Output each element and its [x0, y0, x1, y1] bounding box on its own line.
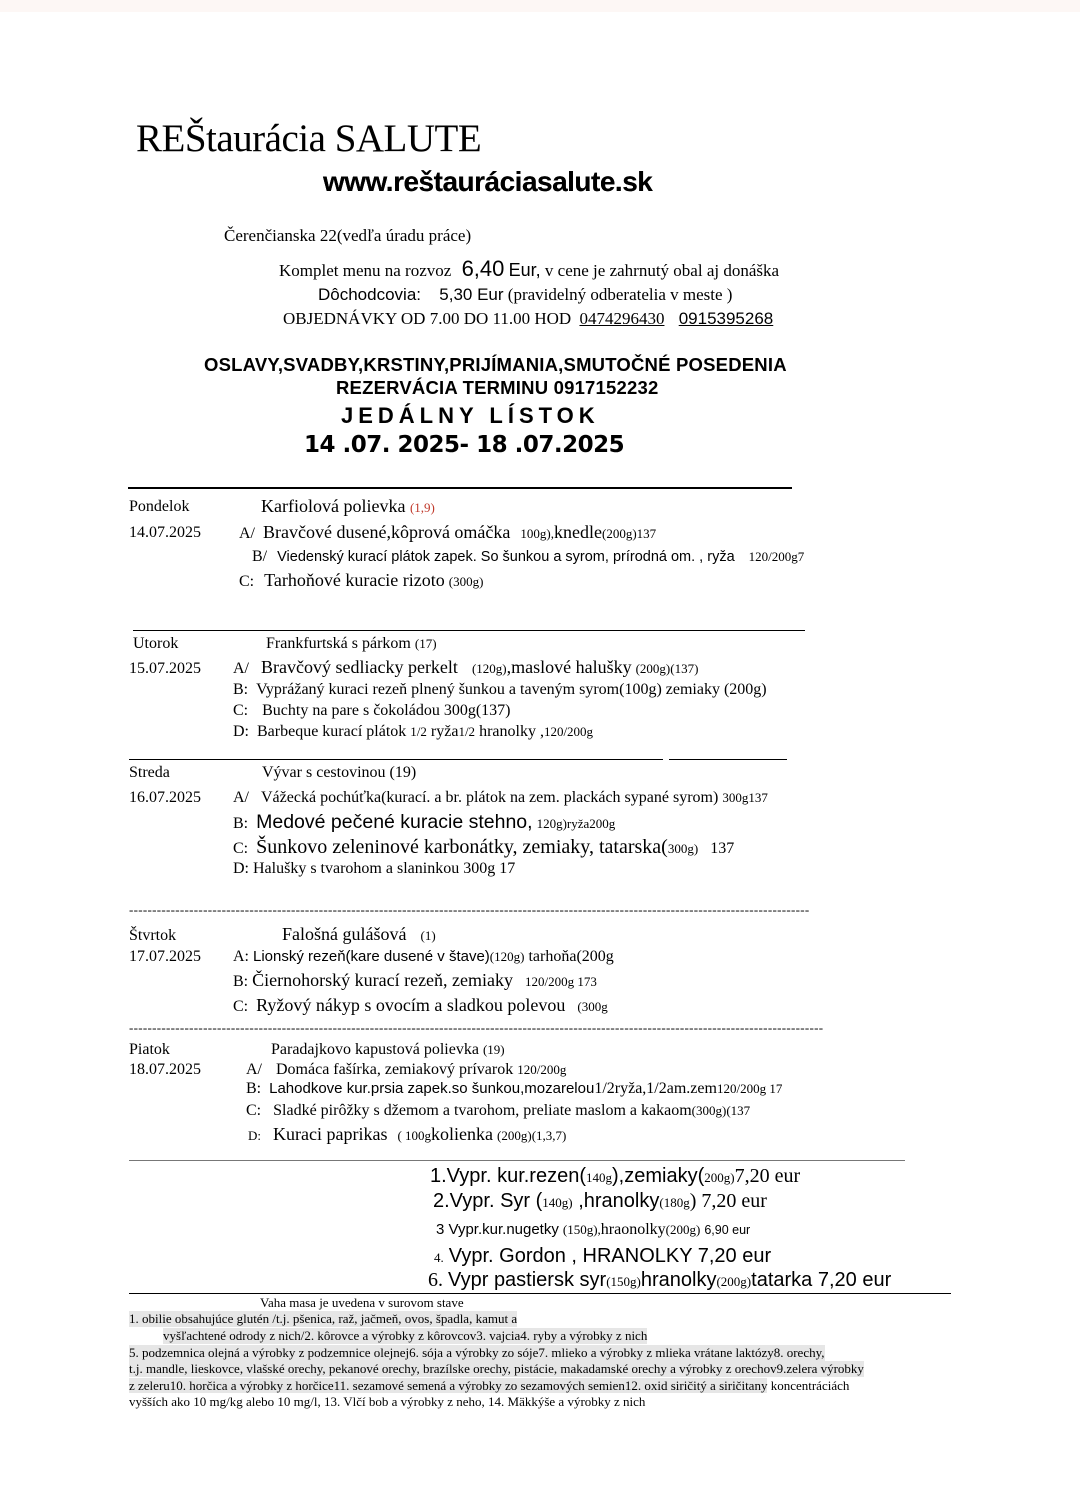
wednesday-soup: Vývar s cestovinou (19)	[262, 764, 417, 781]
wednesday-b-main: Medové pečené kuracie stehno,	[256, 811, 533, 833]
tuesday-a-w2: (200g)(137)	[635, 661, 699, 676]
friday-d-w: ( 100g	[397, 1128, 432, 1143]
friday-c-label: C:	[246, 1102, 262, 1119]
allergen-line-5	[129, 1378, 849, 1394]
fried-item-2	[433, 1190, 767, 1213]
tuesday-divider-b	[669, 759, 787, 760]
fried-2-c: ) 7,20 eur	[689, 1190, 767, 1212]
wednesday-dish-a	[233, 789, 768, 807]
wednesday-a-label: A/	[233, 789, 249, 806]
tuesday-divider-a	[129, 759, 663, 760]
tuesday-dish-b	[233, 681, 767, 699]
tuesday-soup-name: Frankfurtská s párkom	[266, 635, 411, 652]
friday-dish-b	[246, 1080, 782, 1098]
thursday-soup-allergens: (1)	[420, 928, 436, 943]
fried-3-w2: (200g)	[665, 1222, 701, 1237]
allergen-line-2: vyšľachtené odrody z nich/2. kôrovce a výrobky z kôrovcov3. vajcia4. ryby a výrobky z nich	[163, 1328, 648, 1343]
monday-b-label: B/	[252, 548, 268, 565]
seniors-price: 5,30 Eur	[439, 285, 504, 304]
tuesday-d-w1: 1/2	[410, 724, 427, 739]
fried-5-b: hranolky	[640, 1269, 717, 1291]
tuesday-dish-a	[233, 657, 698, 678]
fried-2-b: ,hranolky	[572, 1190, 660, 1212]
friday-b-main: Lahodkove kur.prsia zapek.so šunkou,mozarelou	[269, 1080, 595, 1097]
friday-dish-a	[246, 1061, 566, 1079]
tuesday-soup	[266, 635, 437, 653]
wednesday-name: Streda	[129, 764, 170, 781]
wednesday-dish-b	[233, 811, 615, 834]
monday-divider	[133, 630, 805, 631]
fried-item-3	[436, 1221, 750, 1239]
monday-c-w: (300g)	[448, 574, 484, 589]
phone-1[interactable]: 0474296430	[579, 309, 665, 328]
monday-a-main: Bravčové dusené,kôprová omáčka	[263, 522, 511, 542]
tuesday-d-mid: ryža	[430, 723, 459, 740]
tuesday-d-w2: 1/2	[458, 724, 476, 739]
tuesday-name: Utorok	[133, 635, 179, 652]
brand-prefix: REŠtaurácia	[136, 117, 326, 160]
seniors-note: (pravidelný odberatelia v meste )	[507, 285, 733, 304]
monday-a-label: A/	[239, 525, 255, 542]
price-line	[279, 256, 779, 282]
fried-1-b: ),zemiaky(	[612, 1165, 705, 1187]
monday-date: 14.07.2025	[129, 524, 201, 541]
friday-d-side: kolienka	[431, 1124, 494, 1144]
fried-1-a: 1.Vypr. kur.rezen(	[430, 1165, 586, 1187]
friday-soup-allergens: (19)	[482, 1042, 505, 1057]
fried-5-w1: (150g)	[606, 1274, 641, 1289]
tuesday-c-label: C:	[233, 702, 249, 719]
thursday-a-main: Lionský rezeň(kare dusené v štave)	[253, 948, 490, 965]
friday-d-w2: (200g)(1,3,7)	[497, 1128, 567, 1143]
thursday-dish-b	[233, 970, 597, 991]
fries-divider	[129, 1293, 951, 1294]
fried-4-num: 4.	[434, 1250, 444, 1265]
orders-line	[283, 309, 773, 329]
fried-1-w1: 140g	[586, 1170, 612, 1185]
allergen-line-5b: koncentráciách	[767, 1378, 850, 1393]
wednesday-a-w: 300g137	[722, 790, 768, 805]
brand-salute: SALUTE	[334, 117, 482, 160]
top-strip	[0, 0, 1080, 12]
thursday-a-side: tarhoňa(200g	[528, 948, 614, 965]
friday-d-main: Kuraci paprikas	[273, 1124, 388, 1144]
fried-item-5	[428, 1269, 891, 1292]
tuesday-a-w1: (120g)	[471, 661, 507, 676]
thursday-name: Štvrtok	[129, 927, 177, 944]
brand-name	[136, 116, 481, 161]
fried-5-c: tatarka 7,20 eur	[751, 1269, 892, 1291]
menu-title: JEDÁLNY LÍSTOK	[341, 403, 600, 428]
fried-1-c: 7,20 eur	[734, 1165, 801, 1187]
friday-b-w: 120/200g 17	[716, 1081, 783, 1096]
monday-name: Pondelok	[129, 498, 190, 515]
fried-2-a: 2.Vypr. Syr (	[433, 1190, 543, 1212]
monday-c-label: C:	[239, 573, 255, 590]
friday-soup	[271, 1041, 505, 1059]
thursday-c-label: C:	[233, 998, 249, 1015]
allergen-line-4: t.j. mandle, lieskovce, vlašské orechy, pekanové orechy, brazílske orechy, pistácie, makadamské orechy a výrobky z orechov9.zelera výrobky	[129, 1361, 864, 1376]
allergen-line-1: 1. obilie obsahujúce glutén /t.j. pšenica, raž, jačmeň, ovos, špadla, kamut a	[129, 1311, 518, 1326]
phone-2[interactable]: 0915395268	[678, 309, 774, 328]
orders-text: OBJEDNÁVKY OD 7.00 DO 11.00 HOD	[283, 309, 572, 328]
price-value: 6,40	[461, 256, 505, 281]
wednesday-divider: ---------------------------------------------------------------------------------------------------------------------------------------------------	[129, 902, 810, 917]
fried-3-b: hraonolky	[600, 1221, 666, 1238]
tuesday-date: 15.07.2025	[129, 660, 201, 677]
wednesday-b-label: B:	[233, 815, 249, 832]
friday-date: 18.07.2025	[129, 1061, 201, 1078]
friday-soup-name: Paradajkovo kapustová polievka	[271, 1041, 479, 1058]
tuesday-c-main: Buchty na pare s čokoládou 300g(137)	[262, 702, 511, 719]
seniors-line	[318, 285, 732, 305]
friday-name: Piatok	[129, 1041, 170, 1058]
monday-dish-c	[239, 570, 483, 591]
price-prefix: Komplet menu na rozvoz	[279, 261, 452, 280]
friday-dish-c	[246, 1102, 750, 1120]
allergen-line-3: 5. podzemnica olejná a výrobky z podzemnice olejnej6. sója a výrobky zo sóje7. mlieko a výrobky z mlieka vrátane laktózy8. orechy,	[129, 1345, 825, 1360]
wednesday-dish-c	[233, 836, 734, 859]
thursday-soup-name: Falošná gulášová	[282, 924, 407, 944]
wednesday-date: 16.07.2025	[129, 789, 201, 806]
monday-b-main: Viedenský kurací plátok zapek. So šunkou a syrom, prírodná om. , ryža	[277, 549, 735, 565]
tuesday-b-main: Vyprážaný kuraci rezeň plnený šunkou a taveným syrom(100g) zemiaky (200g)	[256, 681, 767, 698]
fried-3-a: 3 Vypr.kur.nugetky	[436, 1221, 559, 1238]
fried-2-w1: 140g)	[542, 1195, 573, 1210]
friday-b-mid: 1/2ryža,1/2am.zem	[594, 1080, 717, 1097]
date-range: 14 .07. 2025- 18 .07.2025	[304, 432, 625, 458]
monday-soup	[261, 496, 435, 517]
monday-a-w1: 100g),	[520, 526, 554, 541]
friday-a-w: 120/200g	[517, 1062, 567, 1077]
events-line: OSLAVY,SVADBY,KRSTINY,PRIJÍMANIA,SMUTOČNÉ POSEDENIA	[204, 354, 787, 375]
thursday-b-w: 120/200g 173	[525, 974, 597, 989]
weight-note: Vaha masa je uvedena v surovom stave	[260, 1295, 464, 1310]
reservation-line: REZERVÁCIA TERMINU 0917152232	[336, 377, 659, 398]
friday-a-label: A/	[246, 1061, 262, 1078]
price-currency: Eur,	[508, 260, 541, 280]
wednesday-dish-d: D: Halušky s tvarohom a slaninkou 300g 17	[233, 860, 516, 877]
monday-dish-b	[252, 548, 804, 566]
price-suffix: v cene je zahrnutý obal aj donáška	[544, 261, 780, 280]
fried-5-a: Vypr pastiersk syr	[448, 1269, 607, 1291]
tuesday-a-label: A/	[233, 660, 249, 677]
seniors-label: Dôchodcovia:	[318, 285, 422, 304]
allergen-line-6: vyšších ako 10 mg/kg alebo 10 mg/l, 13. Vlčí bob a výrobky z neho, 14. Mäkkýše a výrobky z nich	[129, 1394, 646, 1409]
monday-soup-allergens: (1,9)	[409, 500, 435, 515]
friday-d-label: D:	[248, 1128, 261, 1143]
wednesday-c-w: 300g)	[667, 841, 699, 856]
allergen-line-5a: z zeleru10. horčica a výrobky z horčice11. sezamové semená a výrobky zo sezamových semien12. oxid siričitý a siričitany	[129, 1378, 768, 1393]
tuesday-d-main: Barbeque kurací plátok	[257, 723, 407, 740]
thursday-soup	[282, 924, 436, 945]
fried-3-c: 6,90 eur	[704, 1223, 751, 1237]
thursday-c-w: (300g	[577, 999, 608, 1014]
wednesday-b-w: 120g)ryža200g	[536, 816, 616, 831]
thursday-divider: ------------------------------------------------------------------------------------------------------------------------------------------------------	[129, 1020, 824, 1035]
thursday-a-w: (120g)	[489, 949, 525, 964]
thursday-b-label: B:	[233, 973, 249, 990]
thursday-date: 17.07.2025	[129, 948, 201, 965]
fried-2-w2: (180g	[659, 1195, 690, 1210]
tuesday-a-side: ,maslové halušky	[506, 657, 632, 677]
friday-dish-d	[248, 1124, 566, 1145]
monday-c-main: Tarhoňové kuracie rizoto	[264, 570, 445, 590]
friday-divider	[129, 1160, 905, 1161]
wednesday-c-tail: 137	[710, 840, 735, 857]
wednesday-c-label: C:	[233, 840, 249, 857]
fried-item-1	[430, 1165, 800, 1188]
fried-item-4	[434, 1245, 771, 1268]
fried-5-num: 6.	[428, 1269, 443, 1291]
tuesday-a-main: Bravčový sedliacky perkelt	[261, 657, 458, 677]
monday-b-w: 120/200g7	[748, 549, 805, 564]
friday-a-main: Domáca fašírka, zemiakový prívarok	[276, 1061, 514, 1078]
wednesday-c-main: Šunkovo zeleninové karbonátky, zemiaky, tatarska(	[256, 836, 668, 858]
friday-b-label: B:	[246, 1080, 262, 1097]
monday-a-side: knedle	[554, 522, 602, 542]
monday-a-w2: (200g)137	[601, 526, 657, 541]
wednesday-a-main: Vážecká pochúťka(kurací. a br. plátok na zem. plackách sypané syrom)	[261, 789, 719, 806]
fried-3-w1: (150g),	[562, 1222, 601, 1237]
tuesday-dish-d	[233, 723, 593, 741]
thursday-a-label: A:	[233, 948, 249, 965]
friday-c-w: (300g)(137	[691, 1103, 751, 1118]
fried-5-w2: (200g)	[716, 1274, 752, 1289]
tuesday-b-label: B:	[233, 681, 249, 698]
thursday-dish-a	[233, 948, 614, 966]
monday-soup-name: Karfiolová polievka	[261, 496, 406, 516]
fried-4-a: Vypr. Gordon , HRANOLKY 7,20 eur	[448, 1245, 772, 1267]
tuesday-d-w3: 120/200g	[543, 724, 594, 739]
thursday-b-main: Čiernohorský kurací rezeň, zemiaky	[252, 970, 514, 990]
header-divider	[128, 487, 792, 489]
tuesday-dish-c	[233, 702, 511, 720]
tuesday-d-label: D:	[233, 723, 249, 740]
website[interactable]: www.reštauráciasalute.sk	[323, 166, 653, 197]
thursday-c-main: Ryžový nákyp s ovocím a sladkou polevou	[256, 995, 566, 1015]
fried-1-w2: 200g)	[704, 1170, 735, 1185]
friday-c-main: Sladké pirôžky s džemom a tvarohom, preliate maslom a kakaom	[273, 1102, 692, 1119]
tuesday-soup-allergens: (17)	[414, 636, 437, 651]
monday-dish-a	[239, 522, 656, 543]
address: Čerenčianska 22(vedľa úradu práce)	[224, 226, 472, 245]
thursday-dish-c	[233, 995, 608, 1016]
tuesday-d-side: hranolky ,	[479, 723, 544, 740]
